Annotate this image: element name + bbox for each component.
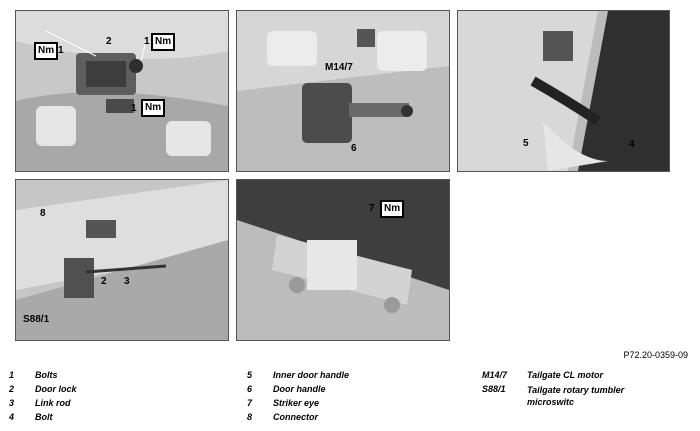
legend-item	[9, 398, 229, 412]
legend-item	[247, 398, 467, 412]
figure-panel-2	[236, 10, 450, 172]
legend-column-2	[247, 370, 467, 426]
figure-panel-1	[15, 10, 229, 172]
figure-panel-5	[236, 179, 450, 341]
legend-text: Connector	[273, 412, 318, 422]
figure-panel-4	[15, 179, 229, 341]
legend-item	[9, 384, 229, 398]
legend-text: Striker eye	[273, 398, 320, 408]
legend-text: Bolts	[35, 370, 58, 380]
legend-column-1	[9, 370, 229, 426]
legend-text: Bolt	[35, 412, 53, 422]
legend-num: 6	[247, 384, 253, 394]
legend-item	[247, 370, 467, 384]
legend-item	[247, 412, 467, 426]
callout-m14-7: M14/7	[325, 62, 353, 73]
legend-num: 1	[9, 370, 15, 380]
legend-num: M14/7	[482, 370, 508, 380]
torque-badge: Nm	[151, 33, 175, 51]
legend-num: 2	[9, 384, 15, 394]
legend-num: 4	[9, 412, 15, 422]
callout-s88-1: S88/1	[23, 314, 50, 325]
legend-text: Door lock	[35, 384, 77, 394]
legend-text: Door handle	[273, 384, 326, 394]
torque-badge: Nm	[34, 42, 58, 60]
legend-text: Inner door handle	[273, 370, 350, 380]
legend-column-3	[482, 370, 692, 412]
legend-num: S88/1	[482, 384, 506, 394]
legend-item	[9, 412, 229, 426]
legend-num: 5	[247, 370, 253, 380]
cl-motor-photo	[237, 11, 449, 171]
callout-1: 1	[58, 45, 64, 56]
callout-5: 5	[523, 138, 529, 149]
bolt-closeup-photo	[16, 11, 228, 171]
legend-num: 3	[9, 398, 15, 408]
legend-text: Tailgate rotary tumbler microswitc	[527, 385, 625, 407]
callout-3: 3	[124, 276, 130, 287]
legend-num: 8	[247, 412, 253, 422]
legend-item	[247, 384, 467, 398]
callout-2: 2	[106, 36, 112, 47]
legend-text: Link rod	[35, 398, 71, 408]
figure-reference: P72.20-0359-09	[623, 350, 688, 360]
callout-1: 1	[144, 36, 150, 47]
legend-item	[9, 370, 229, 384]
legend-item	[482, 370, 692, 384]
callout-2: 2	[101, 276, 107, 287]
callout-6: 6	[351, 143, 357, 154]
legend-num: 7	[247, 398, 253, 408]
callout-1: 1	[131, 103, 137, 114]
callout-7: 7	[369, 203, 375, 214]
torque-badge: Nm	[141, 99, 165, 117]
figure-panel-3	[457, 10, 670, 172]
callout-4: 4	[629, 139, 635, 150]
legend-item	[482, 384, 692, 412]
torque-badge: Nm	[380, 200, 404, 218]
legend-text: Tailgate CL motor	[527, 370, 604, 380]
callout-8: 8	[40, 208, 46, 219]
inner-handle-photo	[458, 11, 669, 171]
striker-photo	[237, 180, 449, 340]
